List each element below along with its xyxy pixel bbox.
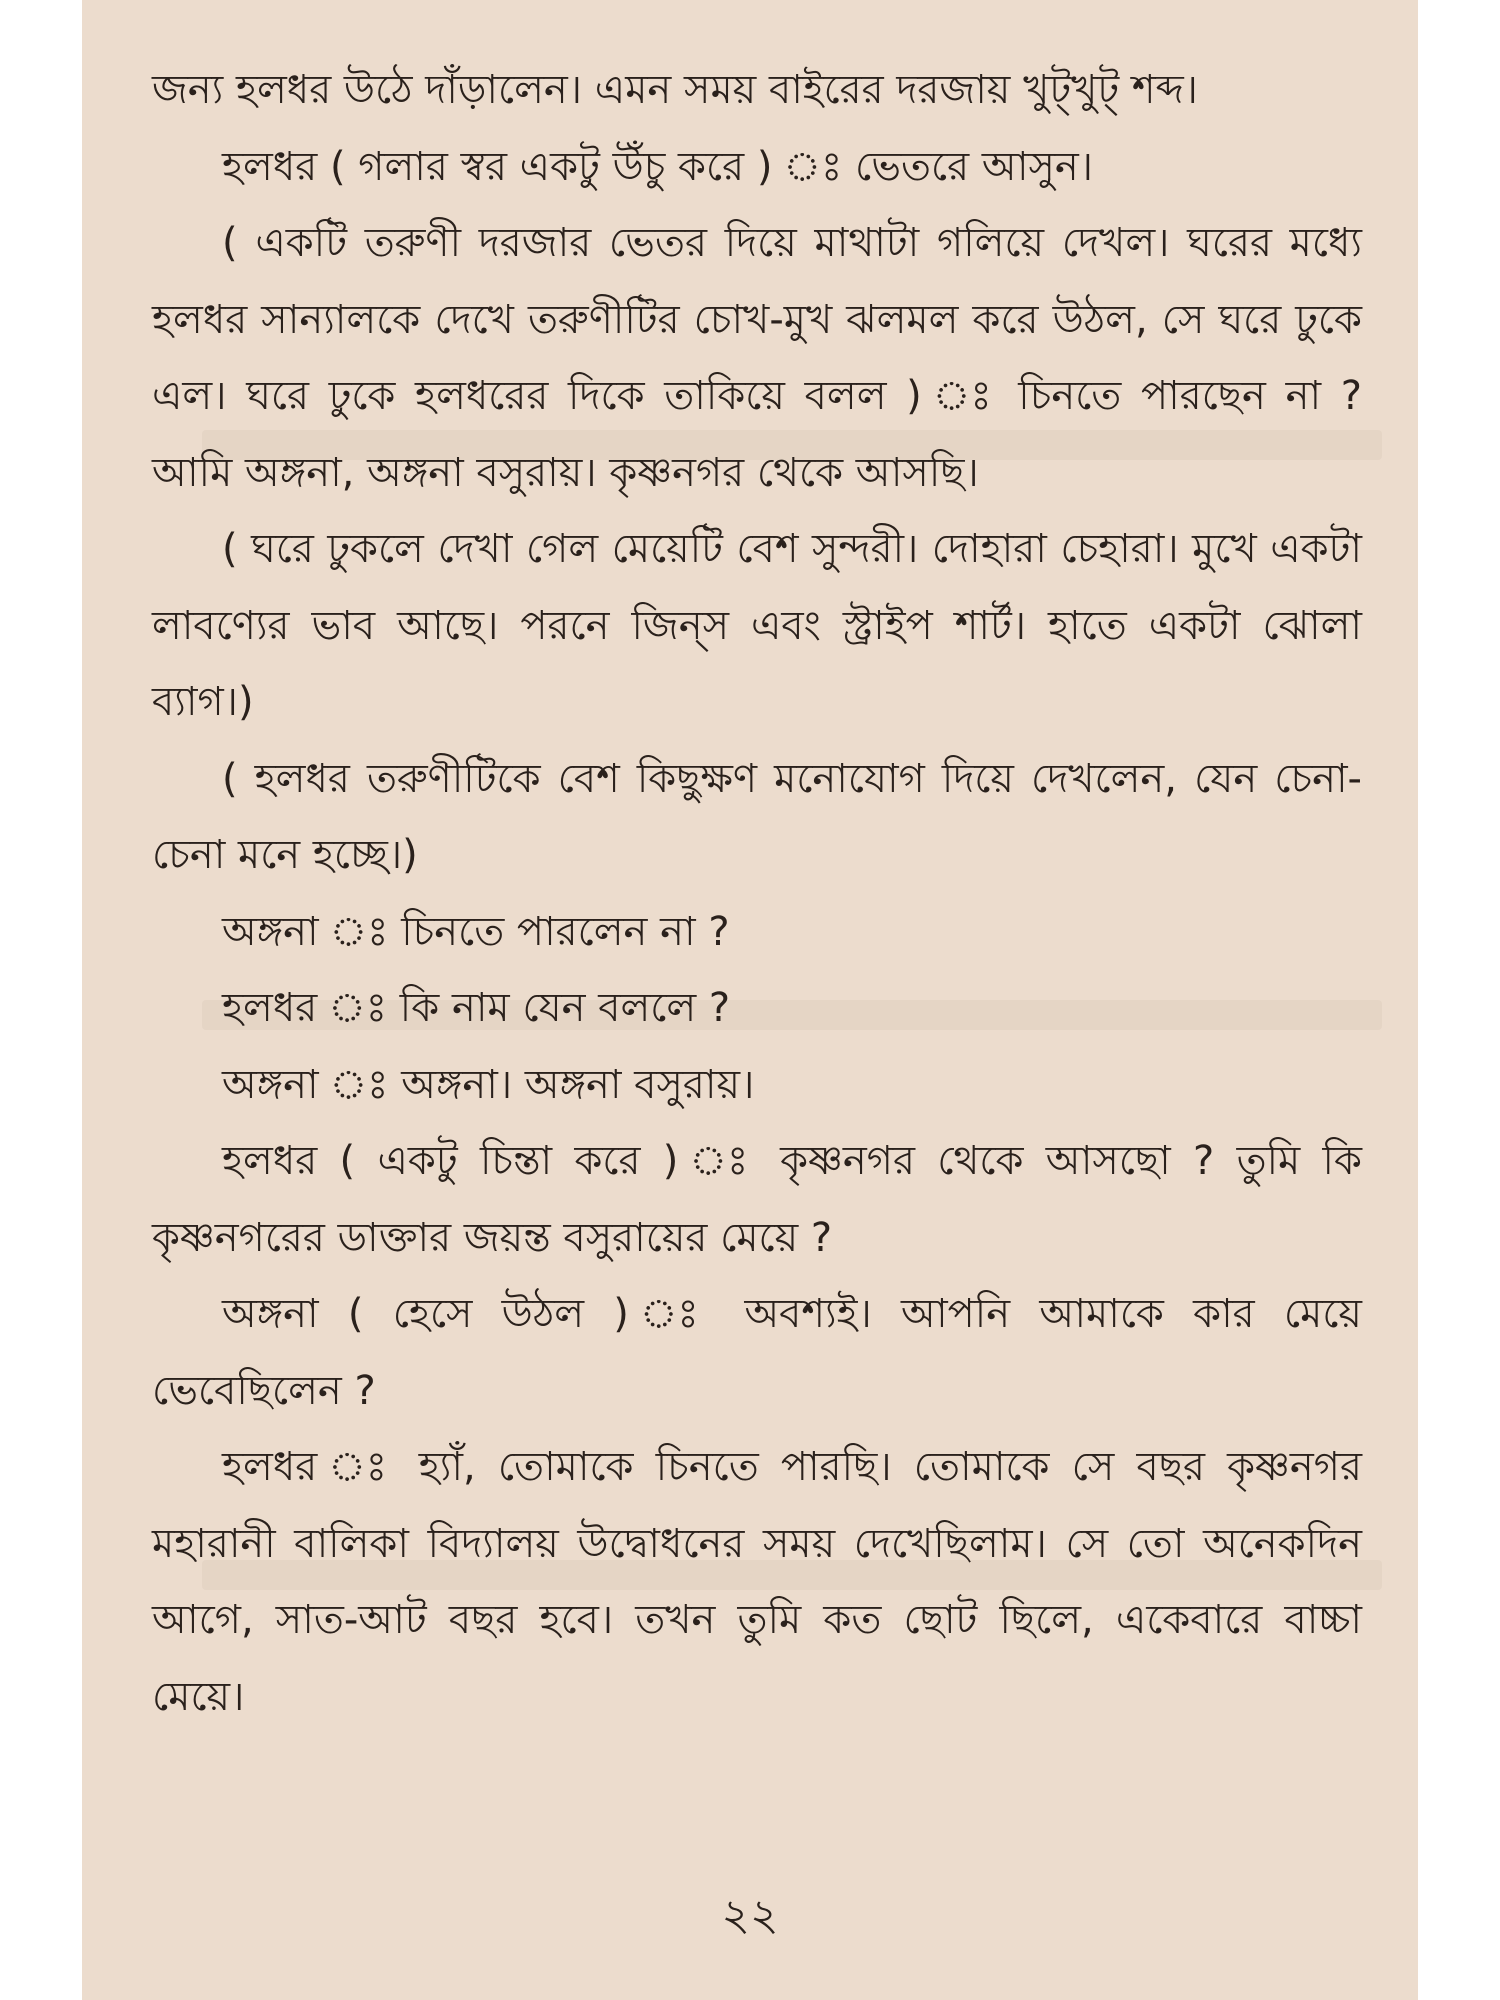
paragraph: ( একটি তরুণী দরজার ভেতর দিয়ে মাথাটা গলিয়ে দেখল। ঘরের মধ্যে হলধর সান্যালকে দেখে তরুণীটির চোখ-মুখ ঝলমল করে উঠল, সে ঘরে ঢুকে এল। ঘরে ঢুকে হলধরের দিকে তাকিয়ে বলল ) ঃ চিনতে পারছেন না ? আমি অঙ্গনা, অঙ্গনা বসুরায়। কৃষ্ণনগর থেকে আসছি। <box>152 220 1362 496</box>
paragraph: ( ঘরে ঢুকলে দেখা গেল মেয়েটি বেশ সুন্দরী। দোহারা চেহারা। মুখে একটা লাবণ্যের ভাব আছে। পরনে জিন্‌স এবং স্ট্রাইপ শার্ট। হাতে একটা ঝোলা ব্যাগ।) <box>152 526 1362 725</box>
paragraph: ( হলধর তরুণীটিকে বেশ কিছুক্ষণ মনোযোগ দিয়ে দেখলেন, যেন চেনা-চেনা মনে হচ্ছে।) <box>152 755 1362 878</box>
paragraph: হলধর ( গলার স্বর একটু উঁচু করে ) ঃ ভেতরে আসুন। <box>222 143 1094 190</box>
dialogue-line: অঙ্গনা ঃ চিনতে পারলেন না ? <box>222 908 730 955</box>
dialogue-line: হলধর ঃ কি নাম যেন বললে ? <box>222 985 731 1031</box>
dialogue-line: অঙ্গনা ঃ অঙ্গনা। অঙ্গনা বসুরায়। <box>222 1061 755 1108</box>
paragraph: অঙ্গনা ( হেসে উঠল ) ঃ অবশ্যই। আপনি আমাকে কার মেয়ে ভেবেছিলেন ? <box>152 1291 1362 1414</box>
page-number: ২২ <box>721 1890 779 1941</box>
paragraph: হলধর ( একটু চিন্তা করে ) ঃ কৃষ্ণনগর থেকে আসছো ? তুমি কি কৃষ্ণনগরের ডাক্তার জয়ন্ত বসুরায়ের মেয়ে ? <box>152 1138 1362 1261</box>
book-page <box>82 0 1418 2000</box>
paragraph: জন্য হলধর উঠে দাঁড়ালেন। এমন সময় বাইরের দরজায় খুট্‌খুট্‌ শব্দ। <box>152 67 1198 113</box>
body-text <box>152 52 1362 1735</box>
paragraph: হলধর ঃ হ্যাঁ, তোমাকে চিনতে পারছি। তোমাকে সে বছর কৃষ্ণনগর মহারানী বালিকা বিদ্যালয় উদ্বোধনের সময় দেখেছিলাম। সে তো অনেকদিন আগে, সাত-আট বছর হবে। তখন তুমি কত ছোট ছিলে, একেবারে বাচ্চা মেয়ে। <box>152 1444 1362 1720</box>
